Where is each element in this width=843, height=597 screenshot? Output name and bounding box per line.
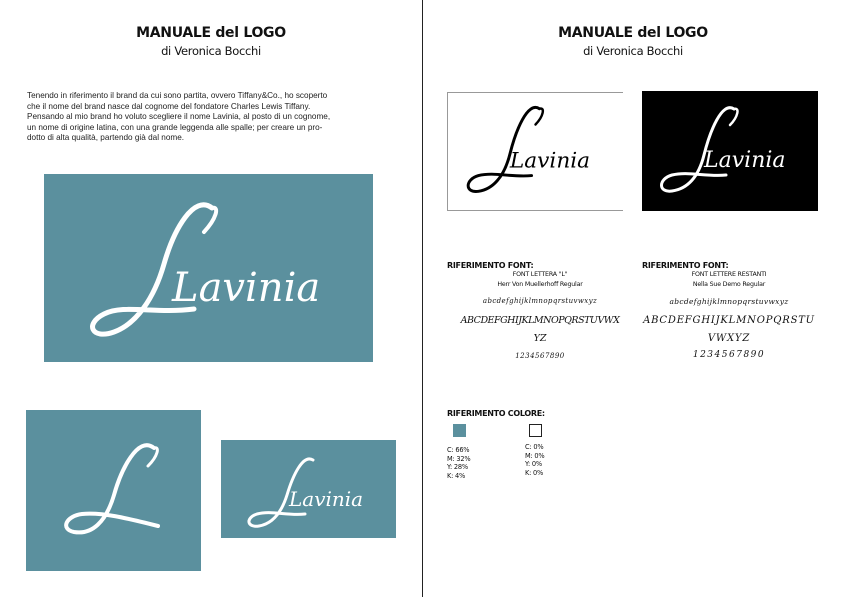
cmyk-k: K: 4% [447, 471, 466, 480]
intro-line: Pensando al mio brand ho voluto scegliere il nome Lavinia, al posto di un cognome, [27, 112, 331, 122]
intro-paragraph [27, 91, 399, 144]
font-ref-family: Herr Von Muellerhoff Regular [497, 281, 583, 288]
lavinia-logo-graphic [642, 91, 818, 211]
font-sample-lowercase: abcdefghijklmnopqrstuvwxyz [669, 297, 789, 306]
font-sample-digits: 1234567890 [515, 352, 565, 360]
page-title: MANUALE del LOGO [136, 25, 286, 41]
logo-on-white [447, 92, 623, 211]
cmyk-m: M: 32% [447, 454, 471, 463]
cmyk-c: C: 0% [525, 443, 544, 451]
logo-wordmark: Lavinia [172, 265, 321, 311]
intro-line: Tenendo in riferimento il brand da cui sono partita, ovvero Tiffany&Co., ho scoperto [27, 91, 328, 100]
font-ref-name: FONT LETTERE RESTANTI [691, 271, 767, 278]
font-ref-heading: RIFERIMENTO FONT: [447, 261, 534, 270]
cmyk-c: C: 66% [447, 446, 470, 454]
lavinia-logo-graphic [448, 93, 623, 210]
cmyk-y: Y: 0% [525, 460, 542, 469]
lavinia-logo-graphic [44, 174, 373, 362]
font-ref-name: FONT LETTERA "L" [512, 271, 568, 278]
intro-line: che il nome del brand nasce dal cognome del fondatore Charles Lewis Tiffany. [27, 101, 311, 111]
logo-wordmark: Lavinia [704, 148, 786, 173]
color-ref-heading: RIFERIMENTO COLORE: [447, 409, 545, 418]
logo-wordmark: Lavinia [509, 148, 591, 174]
font-ref-family: Nella Sue Demo Regular [692, 281, 766, 288]
color-swatch-teal [453, 424, 466, 437]
page-subtitle: di Veronica Bocchi [583, 44, 683, 58]
logo-small-teal [221, 440, 396, 538]
cmyk-k: K: 0% [525, 468, 544, 477]
font-sample-uppercase: YZ [533, 333, 547, 344]
cmyk-y: Y: 28% [447, 463, 468, 472]
lavinia-logo-graphic [221, 440, 396, 538]
cmyk-m: M: 0% [525, 451, 545, 460]
intro-line: dotto di alta qualità, partendo già dal nome. [27, 133, 185, 143]
page-title: MANUALE del LOGO [558, 25, 708, 41]
cmyk-teal [447, 446, 470, 480]
cmyk-white [525, 443, 544, 477]
right-page [423, 0, 843, 597]
font-sample-uppercase: ABCDEFGHIJKLMNOPQRSTUVWX [460, 315, 620, 326]
font-sample-uppercase: ABCDEFGHIJKLMNOPQRSTU [643, 315, 815, 326]
color-swatch-white [529, 424, 542, 437]
logo-main-teal [44, 174, 373, 362]
font-ref-heading: RIFERIMENTO FONT: [642, 261, 729, 270]
page-subtitle: di Veronica Bocchi [161, 44, 261, 58]
intro-line: un nome di origine latina, con una grande leggenda alle spalle; per creare un pro- [27, 122, 323, 132]
logo-wordmark: Lavinia [289, 487, 364, 511]
logo-monogram-teal [26, 410, 201, 571]
logo-on-black [642, 91, 818, 211]
font-sample-lowercase: abcdefghijklmnopqrstuvwxyz [482, 297, 598, 305]
font-sample-uppercase: VWXYZ [707, 333, 751, 344]
l-monogram-graphic [26, 410, 201, 571]
font-sample-digits: 1234567890 [692, 350, 766, 360]
